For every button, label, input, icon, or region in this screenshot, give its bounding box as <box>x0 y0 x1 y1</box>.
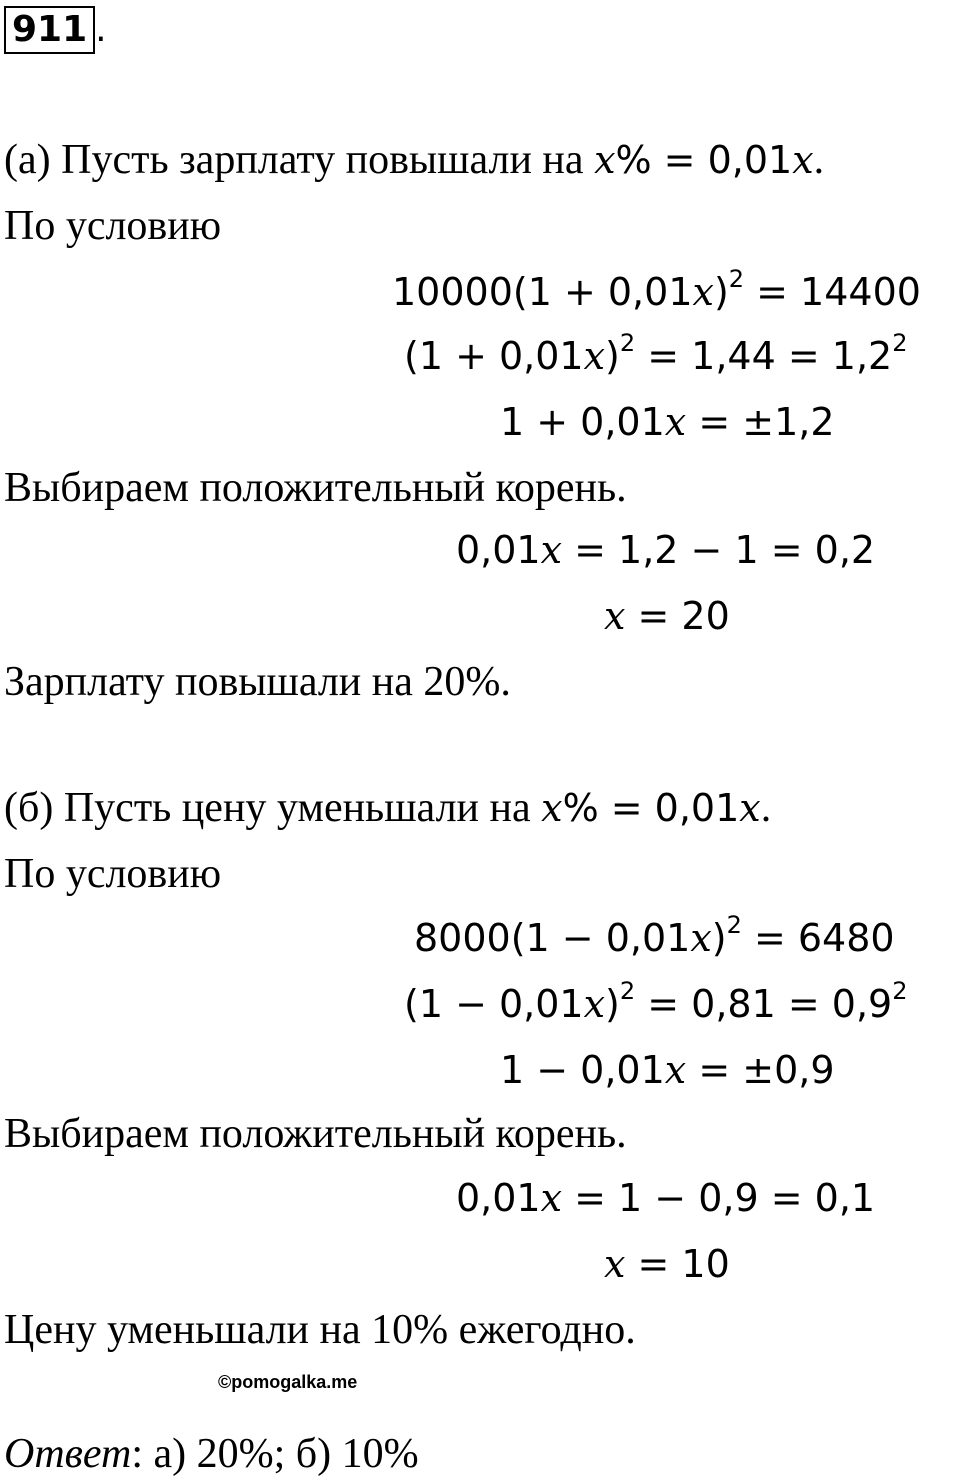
part-b-equation-4 <box>456 1172 875 1224</box>
math-text: % = 0,01 <box>562 786 740 830</box>
math-variable: x <box>541 786 563 830</box>
eq-part: (1 − 0,01 <box>404 982 584 1026</box>
sentence-end: . <box>760 785 772 831</box>
math-variable: x <box>594 138 616 182</box>
eq-part: 8000(1 − 0,01 <box>414 916 691 960</box>
part-b-intro-math <box>541 786 761 830</box>
part-a-conclusion: Зарплату повышали на 20%. <box>4 659 511 705</box>
eq-part: = 20 <box>625 594 730 638</box>
math-variable: x <box>583 982 606 1026</box>
part-b-equation-2 <box>404 978 907 1030</box>
problem-number-box: 911 <box>4 6 95 54</box>
eq-part: = 10 <box>625 1242 730 1286</box>
part-a-intro-text: (а) Пусть зарплату повышали на <box>4 137 595 183</box>
part-a-equation-4 <box>456 524 875 576</box>
part-a-equation-2 <box>404 330 907 382</box>
eq-part: = 6480 <box>741 916 895 960</box>
problem-number <box>4 8 107 52</box>
eq-part: = 1,2 − 1 = 0,2 <box>562 528 876 572</box>
answer-text: : а) 20%; б) 10% <box>131 1431 419 1477</box>
part-b-equation-1 <box>414 912 895 964</box>
eq-part: = 0,81 = 0,9 <box>635 982 893 1026</box>
eq-part: 1 + 0,01 <box>500 400 665 444</box>
exponent: 2 <box>892 977 908 1005</box>
part-b-equation-5 <box>604 1238 730 1290</box>
part-b-intro <box>4 782 771 834</box>
math-variable: x <box>583 334 606 378</box>
eq-part: ) <box>711 916 727 960</box>
eq-part: 0,01 <box>456 528 541 572</box>
answer-label: Ответ <box>4 1431 132 1477</box>
part-a-condition: По условию <box>4 203 222 249</box>
eq-part: 0,01 <box>456 1176 541 1220</box>
eq-part: 10000(1 + 0,01 <box>392 270 693 314</box>
math-variable: x <box>739 786 761 830</box>
eq-part: 1 − 0,01 <box>500 1048 665 1092</box>
math-variable: x <box>604 594 626 638</box>
math-variable: x <box>664 1048 687 1092</box>
eq-part: = ±0,9 <box>686 1048 835 1092</box>
exponent: 2 <box>619 977 636 1005</box>
math-text: % = 0,01 <box>615 138 793 182</box>
eq-part: (1 + 0,01 <box>404 334 584 378</box>
math-variable: x <box>604 1242 626 1286</box>
part-b-equation-3 <box>500 1044 835 1096</box>
math-variable: x <box>540 528 563 572</box>
exponent: 2 <box>892 329 908 357</box>
watermark: ©pomogalka.me <box>218 1372 358 1392</box>
problem-number-dot: . <box>95 9 107 50</box>
part-b-choose-root: Выбираем положительный корень. <box>4 1111 627 1157</box>
eq-part: = 1 − 0,9 = 0,1 <box>562 1176 876 1220</box>
part-a-intro-math <box>594 138 814 182</box>
exponent: 2 <box>726 911 742 939</box>
part-a-equation-3 <box>500 396 835 448</box>
math-variable: x <box>792 138 814 182</box>
eq-part: ) <box>605 982 620 1026</box>
part-a-equation-5 <box>604 590 730 642</box>
eq-part: = ±1,2 <box>686 400 835 444</box>
part-b-condition: По условию <box>4 851 222 897</box>
eq-part: ) <box>605 334 620 378</box>
part-b-intro-text: (б) Пусть цену уменьшали на <box>4 785 542 831</box>
sentence-end: . <box>813 137 825 183</box>
exponent: 2 <box>619 329 636 357</box>
eq-part: = 1,44 = 1,2 <box>635 334 893 378</box>
math-variable: x <box>690 916 712 960</box>
exponent: 2 <box>728 265 745 293</box>
math-variable: x <box>692 270 714 314</box>
part-a-choose-root: Выбираем положительный корень. <box>4 465 627 511</box>
part-a-intro <box>4 134 824 186</box>
math-variable: x <box>540 1176 563 1220</box>
math-variable: x <box>664 400 687 444</box>
part-b-conclusion: Цену уменьшали на 10% ежегодно. <box>4 1307 636 1353</box>
part-a-equation-1 <box>392 266 921 318</box>
answer-line <box>4 1428 419 1480</box>
eq-part: ) <box>713 270 729 314</box>
eq-part: = 14400 <box>744 270 921 314</box>
